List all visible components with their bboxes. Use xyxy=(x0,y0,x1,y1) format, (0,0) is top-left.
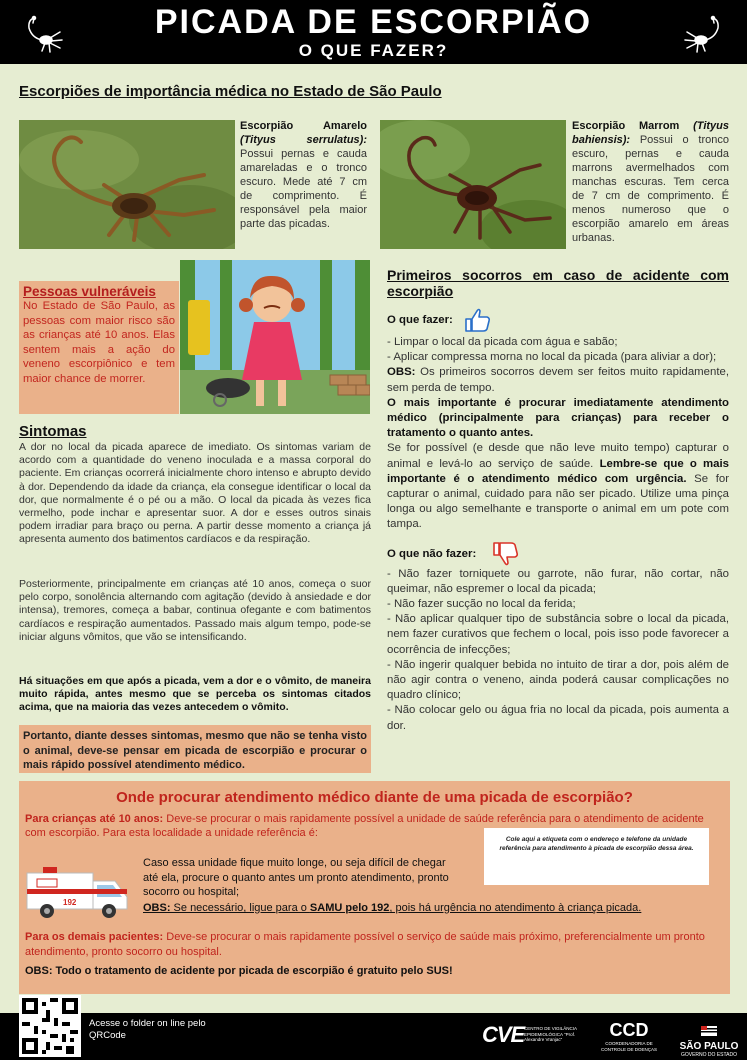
other-patients-desc: Deve-se procurar o mais rapidamente possível o serviço de saúde mais próximo, preferencialmente um pronto atendimento, pronto socorro ou hospital. xyxy=(25,931,705,958)
samu-text xyxy=(143,901,713,915)
children-desc: Deve-se procurar o mais rapidamente possível a unidade de saúde referência para o atendimento de acidente com escorpião. Para esta localidade a unidade referência é: xyxy=(25,813,704,839)
free-treatment-text: OBS: Todo o tratamento de acidente por picada de escorpião é gratuito pelo SUS! xyxy=(25,965,453,977)
section-title: Escorpiões de importância médica no Estado de São Paulo xyxy=(19,83,442,100)
ccd-logo-text: CCD xyxy=(609,1020,649,1040)
yellow-scorpion-photo xyxy=(19,120,235,249)
poster-title: PICADA DE ESCORPIÃO xyxy=(154,3,593,41)
samu-text-1: Se necessário, ligue para o xyxy=(170,902,310,914)
therefore-box: Portanto, diante desses sintomas, mesmo que não se tenha visto o animal, deve-se pensar em picada de escorpião e procurar o mais rápido possível atendimento médico. xyxy=(19,725,371,773)
samu-text-2: , pois há urgência no atendimento à criança picada. xyxy=(389,902,642,914)
what-not-to-do-label: O que não fazer: xyxy=(387,547,477,560)
symptoms-paragraph-2: Posteriormente, principalmente em crianças até 10 anos, começa o suor pelo corpo, sonolência alternando com agitação (devido à ansiedade e dor intensa), tremores, começa a babar, continua ofegante e com batimentos cardíacos e respiração aumentados. Passado mais algum tempo, pode-se iniciar alguns vômitos, que vão se intensificando. xyxy=(19,578,371,643)
what-to-do-item: - Aplicar compressa morna no local da picada (para aliviar a dor); xyxy=(387,351,717,364)
obs-label: OBS: xyxy=(387,366,416,379)
far-away-text: Caso essa unidade fique muito longe, ou seja difícil de chegar até ela, procure o quanto antes um pronto atendimento, pronto socorro ou hospital; xyxy=(143,857,449,898)
thumbs-up-icon xyxy=(463,307,491,333)
ccd-logo xyxy=(598,1021,660,1052)
what-not-to-do-item: - Não fazer torniquete ou garrote, não furar, não cortar, não queimar, não espremer o local da picada; xyxy=(387,567,729,595)
header-banner xyxy=(0,0,747,64)
scorpion-icon xyxy=(20,14,64,54)
obs-text: Os primeiros socorros devem ser feitos muito rapidamente, sem perda de tempo. xyxy=(387,366,729,394)
children-label: Para crianças até 10 anos: xyxy=(25,813,164,825)
yellow-scorpion-name: Escorpião Amarelo xyxy=(240,120,367,132)
brown-scorpion-name: Escorpião Marrom xyxy=(572,120,694,132)
where-to-go-title: Onde procurar atendimento médico diante de uma picada de escorpião? xyxy=(116,789,633,806)
what-to-do-label: O que fazer: xyxy=(387,314,453,326)
other-patients-label: Para os demais pacientes: xyxy=(25,931,164,943)
brown-scorpion-text xyxy=(572,119,729,245)
symptoms-title: Sintomas xyxy=(19,423,87,440)
capture-text xyxy=(387,441,729,532)
vulnerable-box xyxy=(19,281,179,414)
label-placeholder-box: Cole aqui a etiqueta com o endereço e telefone da unidade referência para atendimento à picada de escorpião dessa área. xyxy=(484,828,709,885)
symptoms-paragraph-3: Há situações em que após a picada, vem a dor e o vômito, de maneira muito rápida, antes mesmo que se perceba os sintomas citados acima, que na maioria das vezes antecedem o vômito. xyxy=(19,675,371,714)
what-not-to-do-item: - Não colocar gelo ou água fria no local da picada, pois aumenta a dor. xyxy=(387,704,729,732)
samu-obs-label: OBS: xyxy=(143,902,171,914)
what-not-to-do-heading xyxy=(387,547,729,567)
brown-scorpion-desc: Possui o tronco escuro, pernas e cauda marrons avermelhados com manchas escuras. Tem cerca de 7 cm de comprimento. É menos numeroso que o escorpião amarelo em áreas urbanas. xyxy=(572,134,729,244)
what-to-do-heading xyxy=(387,313,729,335)
sao-paulo-flag-icon xyxy=(701,1026,717,1036)
cve-logo-text: CVE xyxy=(482,1022,525,1047)
footer-bar xyxy=(0,1013,747,1060)
thumbs-down-icon xyxy=(491,541,519,567)
ambulance-icon xyxy=(23,859,131,921)
sao-paulo-text: SÃO PAULO xyxy=(679,1041,739,1052)
ccd-logo-subtitle: COORDENADORIA DE CONTROLE DE DOENÇAS xyxy=(600,1041,657,1052)
vulnerable-text: No Estado de São Paulo, as pessoas com maior risco são as crianças até 10 anos. Elas sentem mais a ação do veneno escorpiônico e tem maior chance de morrer. xyxy=(23,300,175,385)
capture-text-1: Se for possível (e desde que não leve muito tempo) capturar o animal e levá-lo ao serviço de saúde. xyxy=(387,442,729,470)
qr-caption: Acesse o folder on line pelo QRCode xyxy=(89,1018,206,1041)
what-to-do-item: - Limpar o local da picada com água e sabão; xyxy=(387,336,618,348)
where-to-go-box xyxy=(19,781,730,994)
symptoms-paragraph-1: A dor no local da picada aparece de imediato. Os sintomas variam de acordo com a quantidade do veneno inoculada e a massa corporal do paciente. Em crianças ocorrerá inicialmente choro intenso e abrupto devido à dor. Dependendo da idade da criança, ela consegue identificar o local da dor, que normalmente é o pé ou a mão. O local da picada às vezes fica vermelho, pode inchar e apresentar suor. A dor e esses outros sinais podem irradiar para braço ou perna. A partir desse momento a criança já apresenta aumento dos batimentos cardíacos e da respiração. xyxy=(19,441,371,546)
what-not-to-do-item: - Não aplicar qualquer tipo de substância sobre o local da picada, nem fazer curativos que fechem o local, pois isso pode favorecer a ocorrência de infecções; xyxy=(387,613,729,656)
what-not-to-do-item: - Não ingerir qualquer bebida no intuito de tirar a dor, pois além de não agir contra o veneno, ainda poderá causar complicações no quadro clínico; xyxy=(387,658,729,702)
brown-scorpion-scientific: (Tityus bahiensis): xyxy=(572,120,729,146)
first-aid-title: Primeiros socorros em caso de acidente com escorpião xyxy=(387,267,729,299)
first-aid-obs xyxy=(387,365,729,395)
yellow-scorpion-text xyxy=(240,119,367,231)
yellow-scorpion-scientific: (Tityus serrulatus): xyxy=(240,134,367,146)
child-cartoon-illustration xyxy=(180,260,370,414)
samu-number: SAMU pelo 192 xyxy=(309,902,390,914)
most-important-text: O mais importante é procurar imediatamente atendimento médico (principalmente para crianças) para receber o tratamento o quanto antes. xyxy=(387,396,729,440)
sao-paulo-subtitle: GOVERNO DO ESTADO xyxy=(680,1052,738,1058)
cve-logo-subtitle: CENTRO DE VIGILÂNCIA EPIDEMIOLÓGICA "Prof. Alexandre Vranjac" xyxy=(524,1026,577,1042)
ambulance-number: 192 xyxy=(63,898,77,907)
qr-code[interactable] xyxy=(19,995,81,1057)
other-patients-text xyxy=(25,930,725,959)
capture-text-2: Lembre-se que o mais importante é o atendimento médico com urgência. xyxy=(387,457,730,485)
scorpion-icon xyxy=(683,14,727,54)
capture-text-3: Se for capturar o animal, cuidado para não ser picado. Utilize uma pinça longa ou algo semelhante e transporte o animal em um pote com tampa. xyxy=(387,472,729,531)
brown-scorpion-photo xyxy=(380,120,566,249)
sao-paulo-logo xyxy=(676,1023,742,1058)
cve-logo xyxy=(482,1022,577,1052)
what-not-to-do-item: - Não fazer sucção no local da ferida; xyxy=(387,598,576,611)
poster-subtitle: O QUE FAZER? xyxy=(298,41,449,60)
vulnerable-title: Pessoas vulneráveis xyxy=(23,284,156,299)
yellow-scorpion-desc: Possui pernas e cauda amareladas e o tronco escuro. Mede até 7 cm de comprimento. É responsável pela maior parte das picadas. xyxy=(240,148,367,230)
first-aid-section xyxy=(387,267,729,734)
